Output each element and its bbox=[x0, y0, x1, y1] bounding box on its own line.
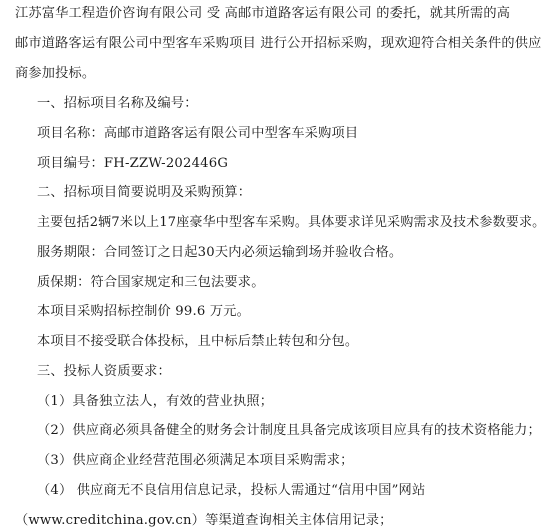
requirement-4-continued: （www.creditchina.gov.cn）等渠道查询相关主体信用记录； bbox=[15, 513, 393, 528]
intro-line-1: 江苏富华工程造价咨询有限公司 受 高邮市道路客运有限公司 的委托，就其所需的高 bbox=[15, 6, 511, 21]
scope-description: 主要包括2辆7米以上17座豪华中型客车采购。具体要求详见采购需求及技术参数要求。 bbox=[37, 215, 546, 230]
joint-bid-note: 本项目不接受联合体投标，且中标后禁止转包和分包。 bbox=[37, 334, 359, 349]
requirement-4: （4） 供应商无不良信用信息记录，投标人需通过“信用中国”网站 bbox=[37, 483, 426, 498]
requirement-3: （3）供应商企业经营范围必须满足本项目采购需求； bbox=[37, 453, 354, 468]
project-name: 项目名称：高邮市道路客运有限公司中型客车采购项目 bbox=[37, 126, 359, 141]
section-heading-2: 二、招标项目简要说明及采购预算： bbox=[37, 185, 252, 200]
requirement-1: （1）具备独立法人，有效的营业执照； bbox=[37, 394, 274, 409]
intro-line-3: 商参加投标。 bbox=[15, 66, 96, 81]
control-price: 本项目采购招标控制价 99.6 万元。 bbox=[37, 304, 250, 319]
intro-line-2: 邮市道路客运有限公司中型客车采购项目 进行公开招标采购，现欢迎符合相关条件的供应 bbox=[15, 36, 542, 51]
section-heading-3: 三、投标人资质要求： bbox=[37, 364, 171, 379]
warranty-period: 质保期：符合国家规定和三包法要求。 bbox=[37, 275, 265, 290]
service-period: 服务期限：合同签订之日起30天内必须运输到场并验收合格。 bbox=[37, 245, 403, 260]
section-heading-1: 一、招标项目名称及编号： bbox=[37, 96, 198, 111]
requirement-2: （2）供应商必须具备健全的财务会计制度且具备完成该项目应具有的技术资格能力； bbox=[37, 423, 541, 438]
project-number: 项目编号：FH-ZZW-202446G bbox=[37, 156, 229, 171]
